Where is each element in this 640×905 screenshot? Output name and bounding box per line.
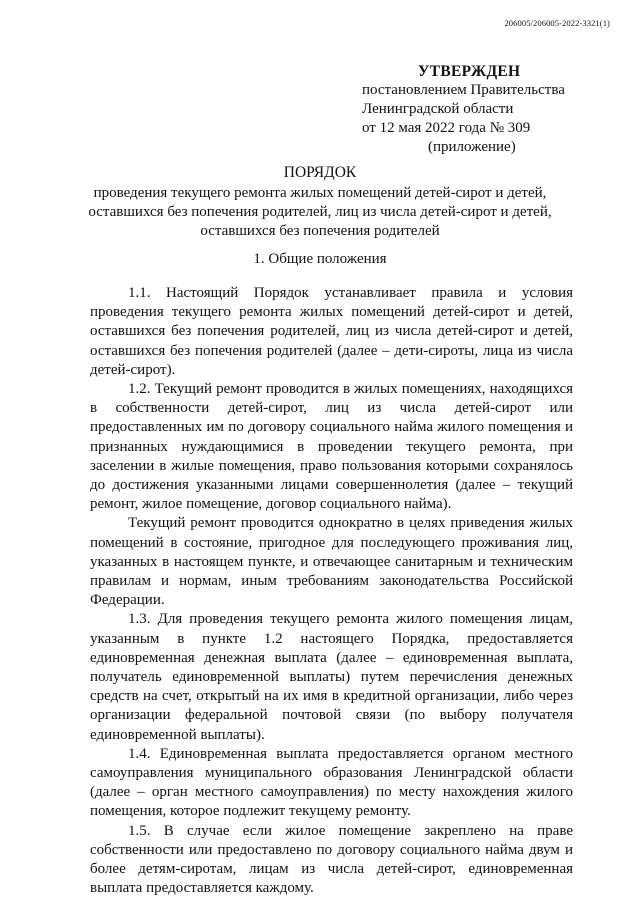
- paragraph-1-3: 1.3. Для проведения текущего ремонта жилого помещения лицам, указанным в пункте 1.2 настоящего Порядка, предоставляется единовременная денежная выплата (далее – единовременная выплата, получатель единовременной выплаты) путем перечисления денежных средств на счет, открытый на их имя в кредитной организации, либо через организации федеральной почтовой связи (по выбору получателя единовременной выплаты).: [90, 611, 573, 743]
- paragraph-1-1: 1.1. Настоящий Порядок устанавливает правила и условия проведения текущего ремонта жилых помещений детей-сирот и детей, оставшихся без попечения родителей, лиц из числа детей-сирот и детей, оставшихся без попечения родителей (далее – дети-сироты, лица из числа детей-сирот).: [90, 285, 573, 378]
- document-body: [90, 284, 573, 899]
- document-subtitle: проведения текущего ремонта жилых помещений детей-сирот и детей, оставшихся без попечения родителей, лиц из числа детей-сирот и детей, оставшихся без попечения родителей: [88, 185, 552, 239]
- document-title: ПОРЯДОК: [283, 164, 357, 181]
- document-heading: [0, 163, 640, 241]
- paragraph-1-2: 1.2. Текущий ремонт проводится в жилых помещениях, находящихся в собственности детей-сирот, лиц из числа детей-сирот или предоставленных им по договору социального найма жилого помещения и признанных нуждающимися в проведении текущего ремонта, при заселении в жилые помещения, право пользования которыми сохранялось до достижения указанными лицами совершеннолетия (далее – текущий ремонт, жилое помещение, договор социального найма).: [90, 381, 573, 513]
- approval-line-2: Ленинградской области: [362, 101, 514, 117]
- paragraph-1-4: 1.4. Единовременная выплата предоставляется органом местного самоуправления муниципального образования Ленинградской области (далее – орган местного самоуправления) по месту нахождения жилого помещения, которое подлежит текущему ремонту.: [90, 745, 573, 820]
- approval-line-1: постановлением Правительства: [362, 82, 565, 98]
- approval-line-4: (приложение): [428, 139, 516, 155]
- document-id: 206005/206005-2022-3321(1): [504, 18, 610, 28]
- paragraph-1-5: 1.5. В случае если жилое помещение закреплено на праве собственности или предоставлено по договору социального найма двум и более детям-сиротам, лицам из числа детей-сирот, единовременная выплата предоставляется каждому.: [90, 822, 573, 897]
- section-heading: 1. Общие положения: [253, 251, 387, 267]
- approval-line-3: от 12 мая 2022 года № 309: [362, 120, 531, 136]
- approval-title: УТВЕРЖДЕН: [418, 63, 521, 80]
- approval-block: [362, 62, 565, 157]
- paragraph-1-2-cont: Текущий ремонт проводится однократно в целях приведения жилых помещений в состояние, пригодное для последующего проживания лиц, указанных в настоящем пункте, и отвечающее санитарным и техническим правилам и нормам, иным требованиям законодательства Российской Федерации.: [90, 515, 573, 609]
